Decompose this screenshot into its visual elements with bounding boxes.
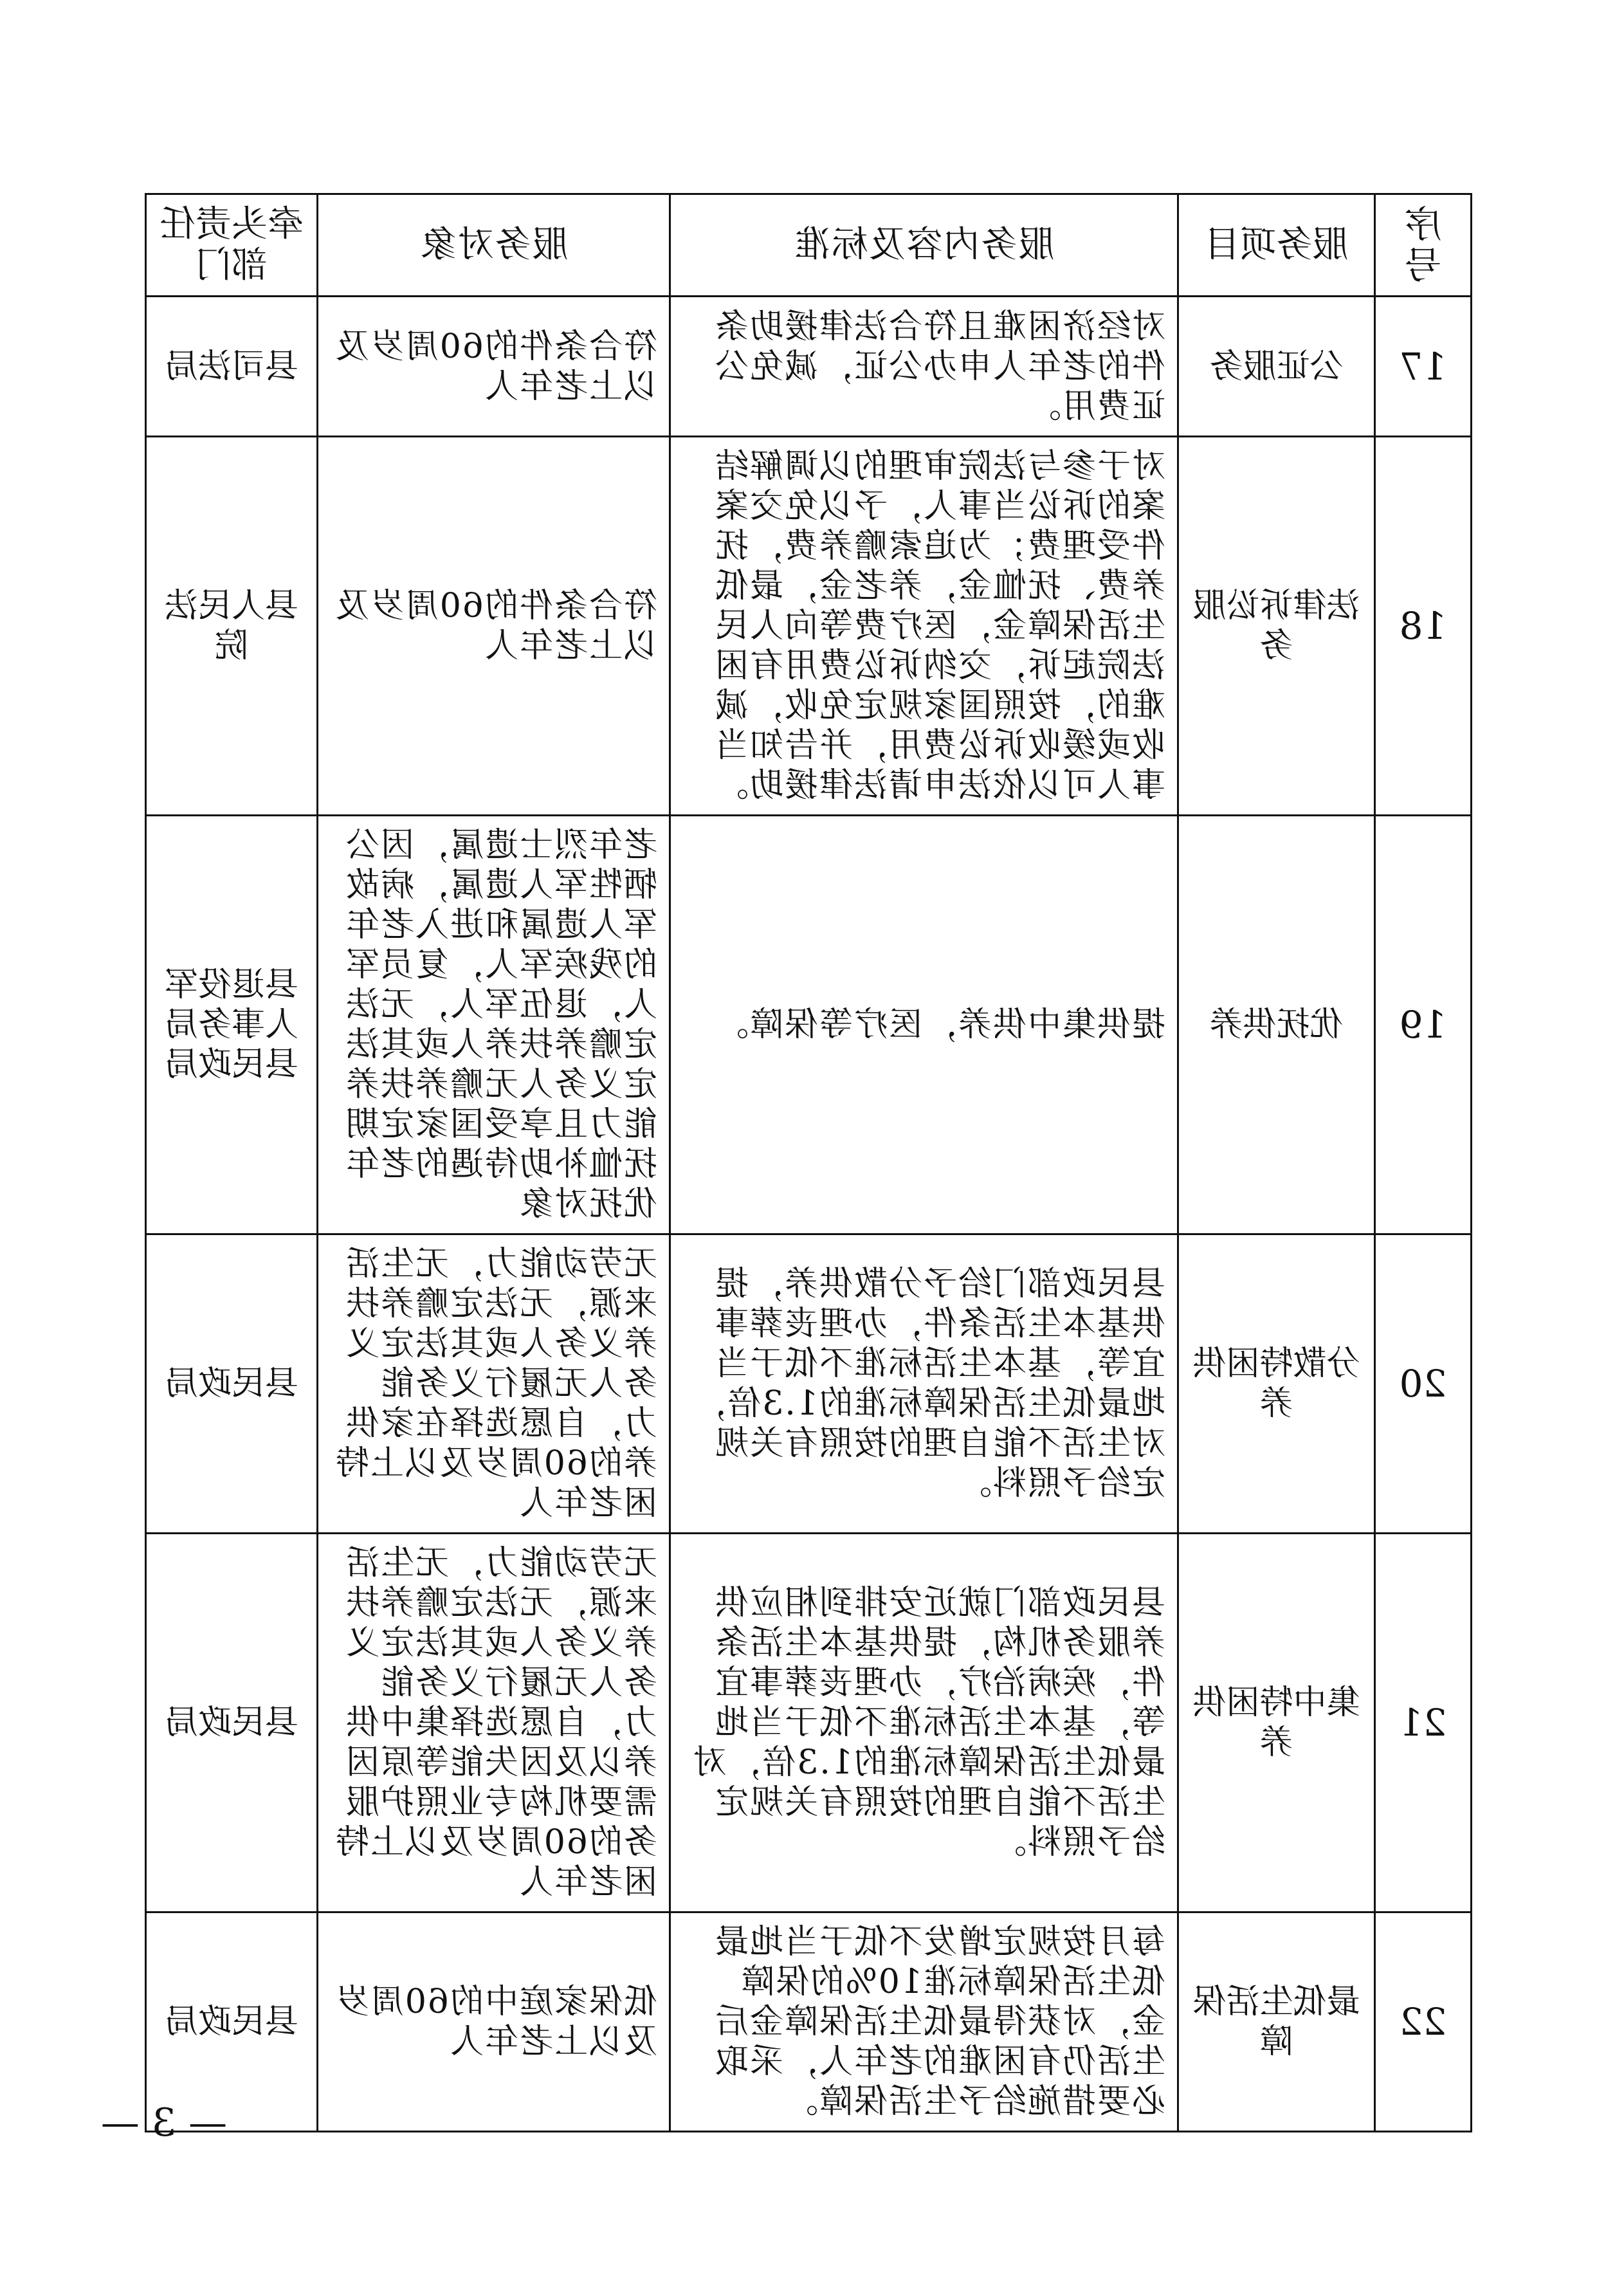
row-no: 22 bbox=[1375, 1912, 1472, 2132]
row-content: 对于参与法院审理的以调解结案的诉讼当事人，予以免交案件受理费；为追索赡养费，抚养费、抚恤金，养老金，最低生活保障金，医疗费等向人民法院起诉，交纳诉讼费用有困难的，按照国家规定免收，减收或缓收诉讼费用，并告知当事人可以依法申请法律援助。 bbox=[670, 437, 1178, 816]
row-no: 17 bbox=[1375, 297, 1472, 437]
row-dept: 县民政局 bbox=[146, 1234, 318, 1534]
row-item: 法律诉讼服务 bbox=[1178, 437, 1375, 816]
row-no: 19 bbox=[1375, 816, 1472, 1234]
table-row bbox=[146, 816, 1472, 1234]
row-target: 符合条件的60周岁及以上老年人 bbox=[318, 437, 670, 816]
table-row bbox=[146, 1234, 1472, 1534]
row-dept: 县人民法院 bbox=[146, 437, 318, 816]
row-dept: 县民政局 bbox=[146, 1534, 318, 1912]
row-no: 21 bbox=[1375, 1534, 1472, 1912]
row-target: 符合条件的60周岁及以上老年人 bbox=[318, 297, 670, 437]
row-target: 无劳动能力，无生活来源，无法定赡养扶养义务人或其法定义务人无履行义务能力，自愿选择集中供养以及因失能等原因需要机构专业照护服务的60周岁及以上特困老年人 bbox=[318, 1534, 670, 1912]
header-dept: 牵头责任部门 bbox=[146, 194, 318, 297]
row-target: 老年烈士遗属，因公牺牲军人遗属，病故军人遗属和进入老年的残疾军人，复员军人，退伍军人，无法定赡养扶养人或其法定义务人无赡养扶养能力且享受国家定期抚恤补助待遇的老年优抚对象 bbox=[318, 816, 670, 1234]
row-content: 县民政部门就近安排到相应供养服务机构，提供基本生活条件，疾病治疗，办理丧葬事宜等，基本生活标准不低于当地最低生活保障标准的1.3倍，对生活不能自理的按照有关规定给予照料。 bbox=[670, 1534, 1178, 1912]
table-row bbox=[146, 1912, 1472, 2132]
row-item: 优抚供养 bbox=[1178, 816, 1375, 1234]
row-content: 提供集中供养，医疗等保障。 bbox=[670, 816, 1178, 1234]
row-content: 对经济困难且符合法律援助条件的老年人申办公证，减免公证费用。 bbox=[670, 297, 1178, 437]
row-item: 最低生活保障 bbox=[1178, 1912, 1375, 2132]
row-dept: 县民政局 bbox=[146, 1912, 318, 2132]
row-no: 18 bbox=[1375, 437, 1472, 816]
service-table bbox=[145, 193, 1472, 2132]
row-content: 每月按规定增发不低于当地最低生活保障标准10%的保障金，对获得最低生活保障金后生活仍有困难的老年人，采取必要措施给予生活保障。 bbox=[670, 1912, 1178, 2132]
row-no: 20 bbox=[1375, 1234, 1472, 1534]
row-target: 无劳动能力，无生活来源，无法定赡养扶养义务人或其法定义务人无履行义务能力，自愿选择在家供养的60周岁及以上特困老年人 bbox=[318, 1234, 670, 1534]
page-number: — 3 — bbox=[100, 2100, 228, 2145]
row-item: 分散特困供养 bbox=[1178, 1234, 1375, 1534]
header-item: 服务项目 bbox=[1178, 194, 1375, 297]
header-content: 服务内容及标准 bbox=[670, 194, 1178, 297]
table-row bbox=[146, 437, 1472, 816]
row-target: 低保家庭中的60周岁及以上老年人 bbox=[318, 1912, 670, 2132]
table-row bbox=[146, 297, 1472, 437]
header-target: 服务对象 bbox=[318, 194, 670, 297]
row-content: 县民政部门给予分散供养，提供基本生活条件，办理丧葬事宜等，基本生活标准不低于当地最低生活保障标准的1.3倍，对生活不能自理的按照有关规定给予照料。 bbox=[670, 1234, 1178, 1534]
row-dept: 县退役军人事务局县民政局 bbox=[146, 816, 318, 1234]
table-header-row bbox=[146, 194, 1472, 297]
header-no: 序号 bbox=[1375, 194, 1472, 297]
row-item: 公证服务 bbox=[1178, 297, 1375, 437]
row-dept: 县司法局 bbox=[146, 297, 318, 437]
row-item: 集中特困供养 bbox=[1178, 1534, 1375, 1912]
table-row bbox=[146, 1534, 1472, 1912]
